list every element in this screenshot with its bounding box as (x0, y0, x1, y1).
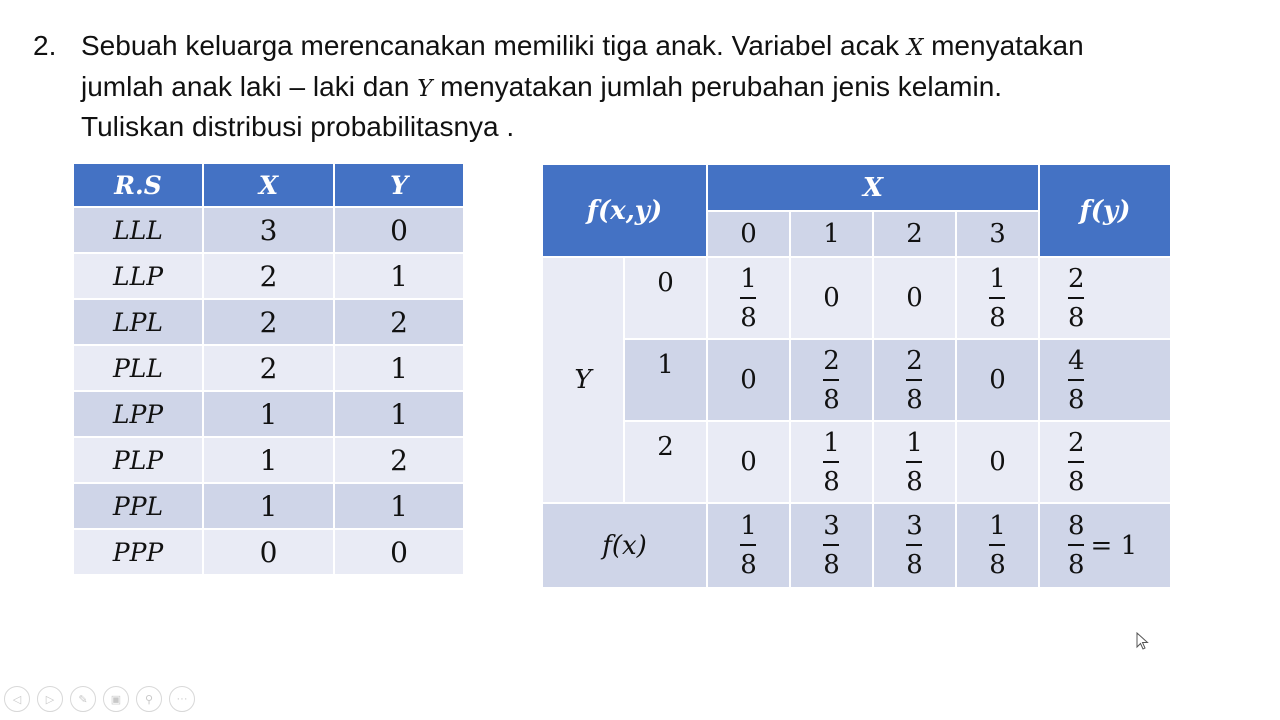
fraction (906, 511, 923, 580)
fraction (1068, 264, 1085, 333)
marginal-fx-cell (956, 503, 1039, 588)
table-header-row (73, 163, 464, 207)
probability-cell (790, 339, 873, 421)
numerator: 1 (906, 427, 923, 458)
table-row (73, 437, 464, 483)
y-cell: 2 (334, 437, 464, 483)
pen-tool-button[interactable] (70, 686, 96, 712)
fraction (1068, 511, 1085, 580)
marginal-fx-cell (707, 503, 790, 588)
pen-tool-icon: ✎ (78, 693, 88, 706)
cell-value: 0 (740, 365, 757, 395)
presentation-toolbar (4, 686, 195, 712)
marginal-fx-row (542, 503, 1171, 588)
equals-one: = 1 (1090, 530, 1138, 561)
outcome-cell: PLP (73, 437, 203, 483)
marginal-fx-cell (790, 503, 873, 588)
y-cell: 0 (334, 207, 464, 253)
fraction-bar (906, 461, 922, 463)
previous-slide-button[interactable] (4, 686, 30, 712)
more-options-icon: ··· (176, 693, 188, 705)
probability-cell (707, 339, 790, 421)
fraction-bar (1068, 297, 1084, 299)
fraction (1068, 346, 1085, 415)
fraction-bar (823, 461, 839, 463)
fraction-bar (823, 379, 839, 381)
fraction (989, 511, 1006, 580)
x-cell: 1 (203, 483, 334, 529)
fraction (906, 346, 923, 415)
y-cell: 2 (334, 299, 464, 345)
header-fxy: f(x,y) (542, 164, 707, 257)
numerator: 4 (1068, 345, 1085, 376)
denominator: 8 (989, 550, 1006, 580)
fraction (989, 264, 1006, 333)
text: menyatakan (923, 30, 1084, 61)
cell-value: 0 (823, 283, 840, 313)
probability-cell (956, 257, 1039, 339)
table-row (542, 421, 1171, 503)
numerator: 3 (906, 511, 923, 541)
x-cell: 2 (203, 253, 334, 299)
outcome-cell: LPL (73, 299, 203, 345)
numerator: 2 (1068, 263, 1085, 294)
denominator: 8 (823, 466, 840, 497)
y-cell: 1 (334, 483, 464, 529)
total-cell (1039, 503, 1171, 588)
probability-cell (956, 421, 1039, 503)
cell-value: 0 (989, 365, 1006, 395)
variable-x: X (906, 35, 924, 61)
x-value: 2 (873, 211, 956, 257)
cell-value: 0 (989, 447, 1006, 477)
y-cell: 1 (334, 253, 464, 299)
denominator: 8 (1068, 550, 1085, 580)
header-x: X (203, 163, 334, 207)
fraction-bar (989, 297, 1005, 299)
slide-sorter-button[interactable] (103, 686, 129, 712)
numerator: 8 (1068, 511, 1085, 541)
table-row (73, 391, 464, 437)
denominator: 8 (1068, 384, 1085, 415)
table-row (73, 529, 464, 575)
outcome-cell: PPP (73, 529, 203, 575)
table-header-row (542, 164, 1171, 211)
x-value: 1 (790, 211, 873, 257)
marginal-fy-cell (1039, 257, 1171, 339)
denominator: 8 (823, 550, 840, 580)
fraction (906, 428, 923, 497)
denominator: 8 (740, 550, 757, 580)
y-cell: 1 (334, 345, 464, 391)
fraction-bar (1068, 461, 1084, 463)
more-options-button[interactable] (169, 686, 195, 712)
probability-cell (873, 257, 956, 339)
fraction-bar (906, 379, 922, 381)
numerator: 1 (989, 511, 1006, 541)
joint-distribution-table (541, 163, 1172, 589)
fraction (740, 264, 757, 333)
table-row (542, 257, 1171, 339)
numerator: 1 (740, 263, 757, 294)
outcome-cell: LPP (73, 391, 203, 437)
x-cell: 1 (203, 437, 334, 483)
table-row (73, 299, 464, 345)
denominator: 8 (906, 550, 923, 580)
numerator: 1 (989, 263, 1006, 294)
text: menyatakan jumlah perubahan jenis kelamin. (432, 70, 1003, 102)
problem-line-3: Tuliskan distribusi probabilitasnya . (81, 111, 515, 142)
header-x: X (707, 164, 1039, 211)
fraction (823, 346, 840, 415)
table-row (542, 339, 1171, 421)
text: jumlah anak laki – laki dan (81, 70, 418, 102)
numerator: 1 (740, 511, 757, 541)
probability-cell (956, 339, 1039, 421)
zoom-icon: ⚲ (144, 693, 154, 706)
denominator: 8 (1068, 302, 1085, 333)
fraction (1068, 428, 1085, 497)
problem-number: 2. (33, 30, 57, 61)
header-rs: R.S (73, 163, 203, 207)
fraction-bar (1068, 544, 1084, 546)
outcome-cell: LLP (73, 253, 203, 299)
y-value: 0 (624, 257, 707, 339)
fraction-bar (740, 297, 756, 299)
variable-y: Y (417, 75, 433, 102)
denominator: 8 (906, 384, 923, 415)
slide-sorter-icon: ▣ (110, 693, 122, 706)
x-cell: 0 (203, 529, 334, 575)
marginal-fx-cell (873, 503, 956, 588)
fraction-bar (823, 544, 839, 546)
table-row (73, 345, 464, 391)
marginal-fy-cell (1039, 339, 1171, 421)
denominator: 8 (989, 302, 1006, 333)
probability-cell (707, 257, 790, 339)
cell-value: 0 (740, 447, 757, 477)
probability-cell (790, 257, 873, 339)
mouse-cursor-icon (1136, 632, 1150, 652)
y-axis-label: Y (542, 257, 624, 503)
x-value: 0 (707, 211, 790, 257)
y-value: 1 (624, 339, 707, 421)
fx-label: f(x) (542, 503, 707, 588)
outcome-cell: LLL (73, 207, 203, 253)
denominator: 8 (1068, 466, 1085, 497)
fraction (740, 511, 757, 580)
marginal-fy-cell (1039, 421, 1171, 503)
fraction (823, 428, 840, 497)
x-cell: 1 (203, 391, 334, 437)
fraction (823, 511, 840, 580)
numerator: 2 (1068, 427, 1085, 458)
y-value: 2 (624, 421, 707, 503)
denominator: 8 (906, 466, 923, 497)
table-row (73, 253, 464, 299)
table-row (73, 207, 464, 253)
zoom-button[interactable] (136, 686, 162, 712)
y-cell: 1 (334, 391, 464, 437)
header-y: Y (334, 163, 464, 207)
probability-cell (707, 421, 790, 503)
probability-cell (790, 421, 873, 503)
fraction-bar (1068, 379, 1084, 381)
x-cell: 2 (203, 299, 334, 345)
numerator: 2 (823, 345, 840, 376)
x-value: 3 (956, 211, 1039, 257)
fraction-bar (989, 544, 1005, 546)
problem-line-2 (81, 68, 1084, 109)
table-row (73, 483, 464, 529)
previous-slide-icon: ◁ (12, 693, 22, 706)
x-cell: 2 (203, 345, 334, 391)
numerator: 2 (906, 345, 923, 376)
denominator: 8 (740, 302, 757, 333)
header-fy: f(y) (1039, 164, 1171, 257)
sample-space-table (72, 162, 465, 576)
y-cell: 0 (334, 529, 464, 575)
probability-cell (873, 421, 956, 503)
x-cell: 3 (203, 207, 334, 253)
text: Sebuah keluarga merencanakan memiliki tiga anak. Variabel acak (81, 30, 907, 61)
numerator: 1 (823, 427, 840, 458)
next-slide-button[interactable] (37, 686, 63, 712)
probability-cell (873, 339, 956, 421)
fraction-bar (740, 544, 756, 546)
next-slide-icon: ▷ (45, 693, 55, 706)
numerator: 3 (823, 511, 840, 541)
problem-line-1 (81, 27, 1084, 68)
cell-value: 0 (906, 283, 923, 313)
fraction-bar (906, 544, 922, 546)
denominator: 8 (823, 384, 840, 415)
outcome-cell: PPL (73, 483, 203, 529)
outcome-cell: PLL (73, 345, 203, 391)
